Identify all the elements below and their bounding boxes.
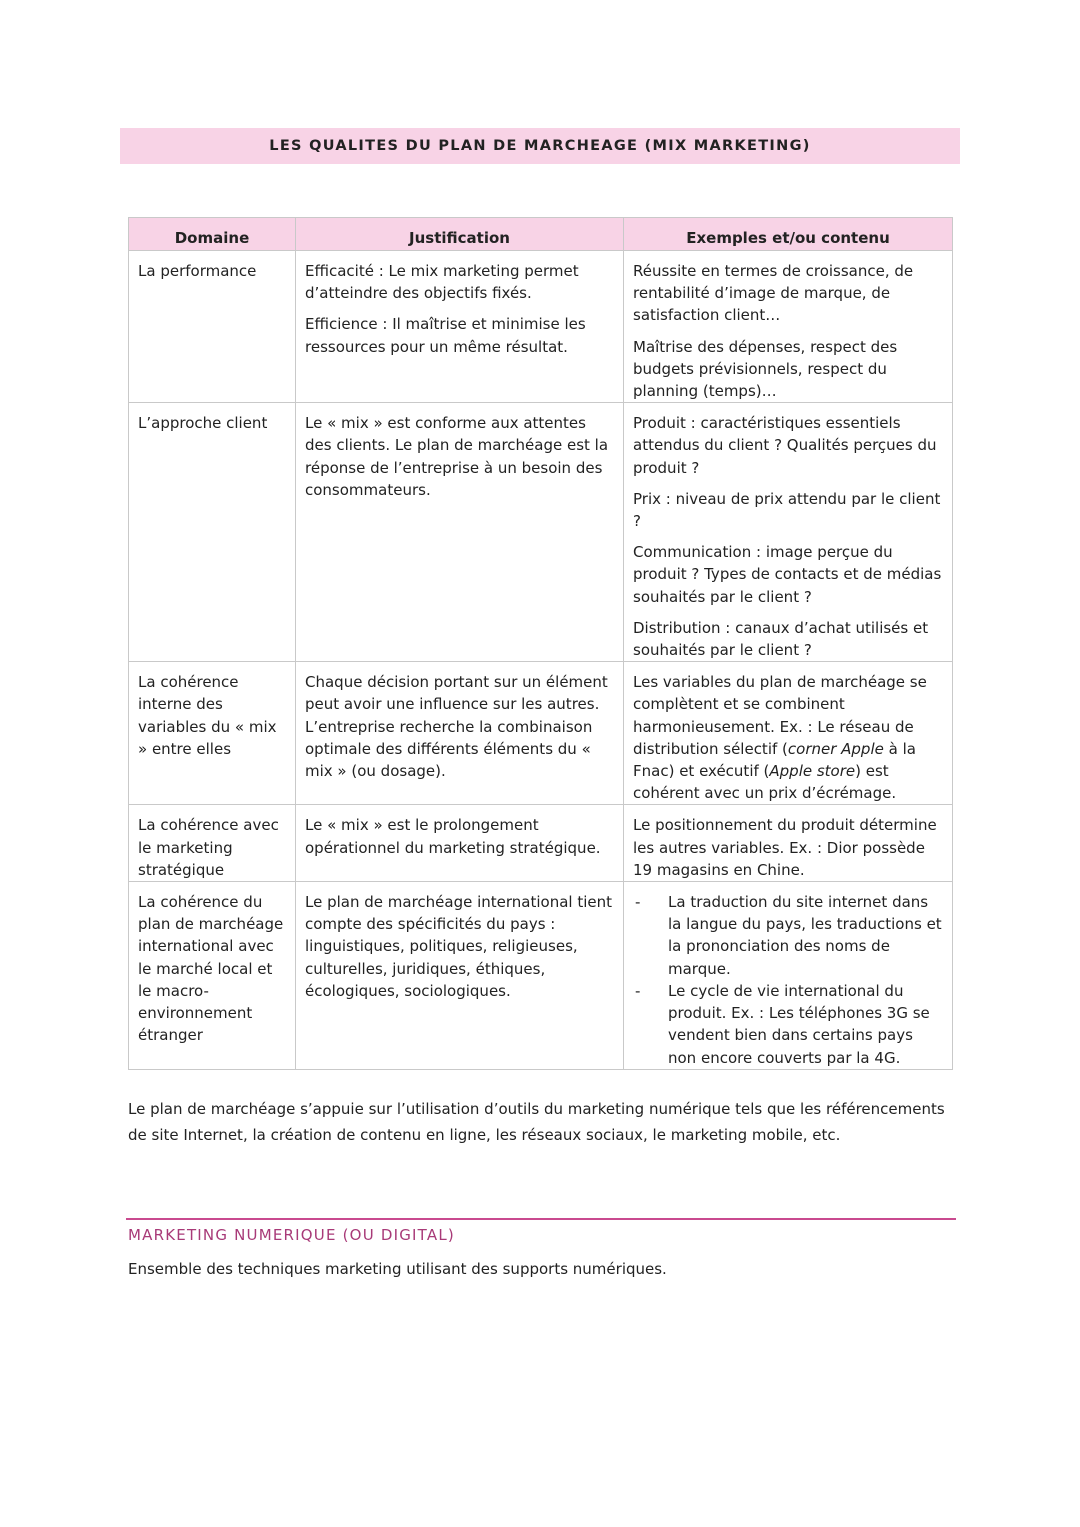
table-row (129, 662, 953, 805)
justification-text: Chaque décision portant sur un élément peut avoir une influence sur les autres. L’entreprise recherche la combinaison optimale des différents éléments du « mix » (ou dosage). (305, 673, 608, 781)
exemples-text: Le positionnement du produit détermine les autres variables. Ex. : Dior possède 19 magasins en Chine. (633, 816, 937, 879)
table-row (129, 882, 953, 1070)
table-row (129, 805, 953, 882)
title-banner (120, 128, 960, 164)
exemples-text: Produit : caractéristiques essentiels attendus du client ? Qualités perçues du produit ? (633, 414, 937, 477)
exemples-text: Communication : image perçue du produit ? Types de contacts et de médias souhaités par le client ? (633, 543, 942, 606)
list-item: - Le cycle de vie international du produit. Ex. : Les téléphones 3G se vendent bien dans certains pays non encore couverts par la 4G. (633, 980, 943, 1069)
domaine-cell (129, 882, 296, 1070)
table-row (129, 251, 953, 403)
exemples-text (633, 671, 943, 804)
exemples-list (633, 891, 943, 1069)
exemples-text: Distribution : canaux d’achat utilisés et souhaités par le client ? (633, 618, 929, 660)
justification-cell (296, 251, 624, 403)
exemples-text-part: Les variables du plan de marchéage se complètent et se combinent harmonieusement. Ex. : Le réseau de distribution sélectif ( (633, 673, 927, 758)
exemples-text: Prix : niveau de prix attendu par le client ? (633, 489, 941, 531)
page-title: LES QUALITES DU PLAN DE MARCHEAGE (MIX MARKETING) (269, 138, 811, 154)
justification-cell (296, 805, 624, 882)
exemples-cell (624, 403, 953, 662)
exemples-cell (624, 805, 953, 882)
justification-cell (296, 403, 624, 662)
header-exemples: Exemples et/ou contenu (624, 218, 953, 251)
exemples-text-italic: corner Apple (787, 739, 884, 758)
justification-text: Le plan de marchéage international tient compte des spécificités du pays : linguistiques, politiques, religieuses, culturelles, juridiques, éthiques, écologiques, sociologiques. (305, 893, 613, 1000)
domaine-cell (129, 403, 296, 662)
section-divider (126, 1218, 956, 1220)
domaine-text: La performance (138, 262, 257, 280)
footnote-paragraph: Le plan de marchéage s’appuie sur l’utilisation d’outils du marketing numérique tels que les référencements de site Internet, la création de contenu en ligne, les réseaux sociaux, le marketing mobile, etc. (128, 1100, 945, 1144)
exemples-text-italic: Apple store (769, 762, 856, 781)
exemples-cell (624, 882, 953, 1070)
domaine-text: La cohérence du plan de marchéage international avec le marché local et le macro-environnement étranger (138, 893, 284, 1045)
definition-text: Ensemble des techniques marketing utilisant des supports numériques. (128, 1260, 667, 1278)
domaine-text: La cohérence avec le marketing stratégique (138, 816, 279, 879)
exemples-cell (624, 251, 953, 403)
exemples-cell (624, 662, 953, 805)
domaine-text: L’approche client (138, 414, 268, 433)
justification-cell (296, 662, 624, 805)
exemples-text: Réussite en termes de croissance, de rentabilité d’image de marque, de satisfaction client… (633, 262, 914, 325)
justification-cell (296, 882, 624, 1070)
domaine-cell (129, 805, 296, 882)
domaine-cell (129, 251, 296, 403)
section-heading: MARKETING NUMERIQUE (OU DIGITAL) (128, 1226, 455, 1244)
table-row (129, 403, 953, 662)
domaine-text: La cohérence interne des variables du « mix » entre elles (138, 673, 277, 758)
domaine-cell (129, 662, 296, 805)
justification-text: Efficience : Il maîtrise et minimise les ressources pour un même résultat. (305, 315, 586, 356)
header-justification: Justification (296, 218, 624, 251)
header-domaine: Domaine (129, 218, 296, 251)
exemples-text: Maîtrise des dépenses, respect des budgets prévisionnels, respect du planning (temps)… (633, 337, 898, 401)
justification-text: Efficacité : Le mix marketing permet d’atteindre des objectifs fixés. (305, 262, 579, 303)
justification-text: Le « mix » est conforme aux attentes des clients. Le plan de marchéage est la réponse de l’entreprise à un besoin des consommateurs. (305, 414, 609, 499)
exemples-text-part: ) est cohérent avec un prix d’écrémage. (633, 762, 897, 803)
list-item: - La traduction du site internet dans la langue du pays, les traductions et la prononciation des noms de marque. (633, 891, 943, 980)
exemples-text-part: à la Fnac) et exécutif ( (633, 739, 916, 781)
table-header-row (129, 218, 953, 251)
qualities-table (128, 217, 953, 1070)
justification-text: Le « mix » est le prolongement opérationnel du marketing stratégique. (305, 816, 601, 857)
